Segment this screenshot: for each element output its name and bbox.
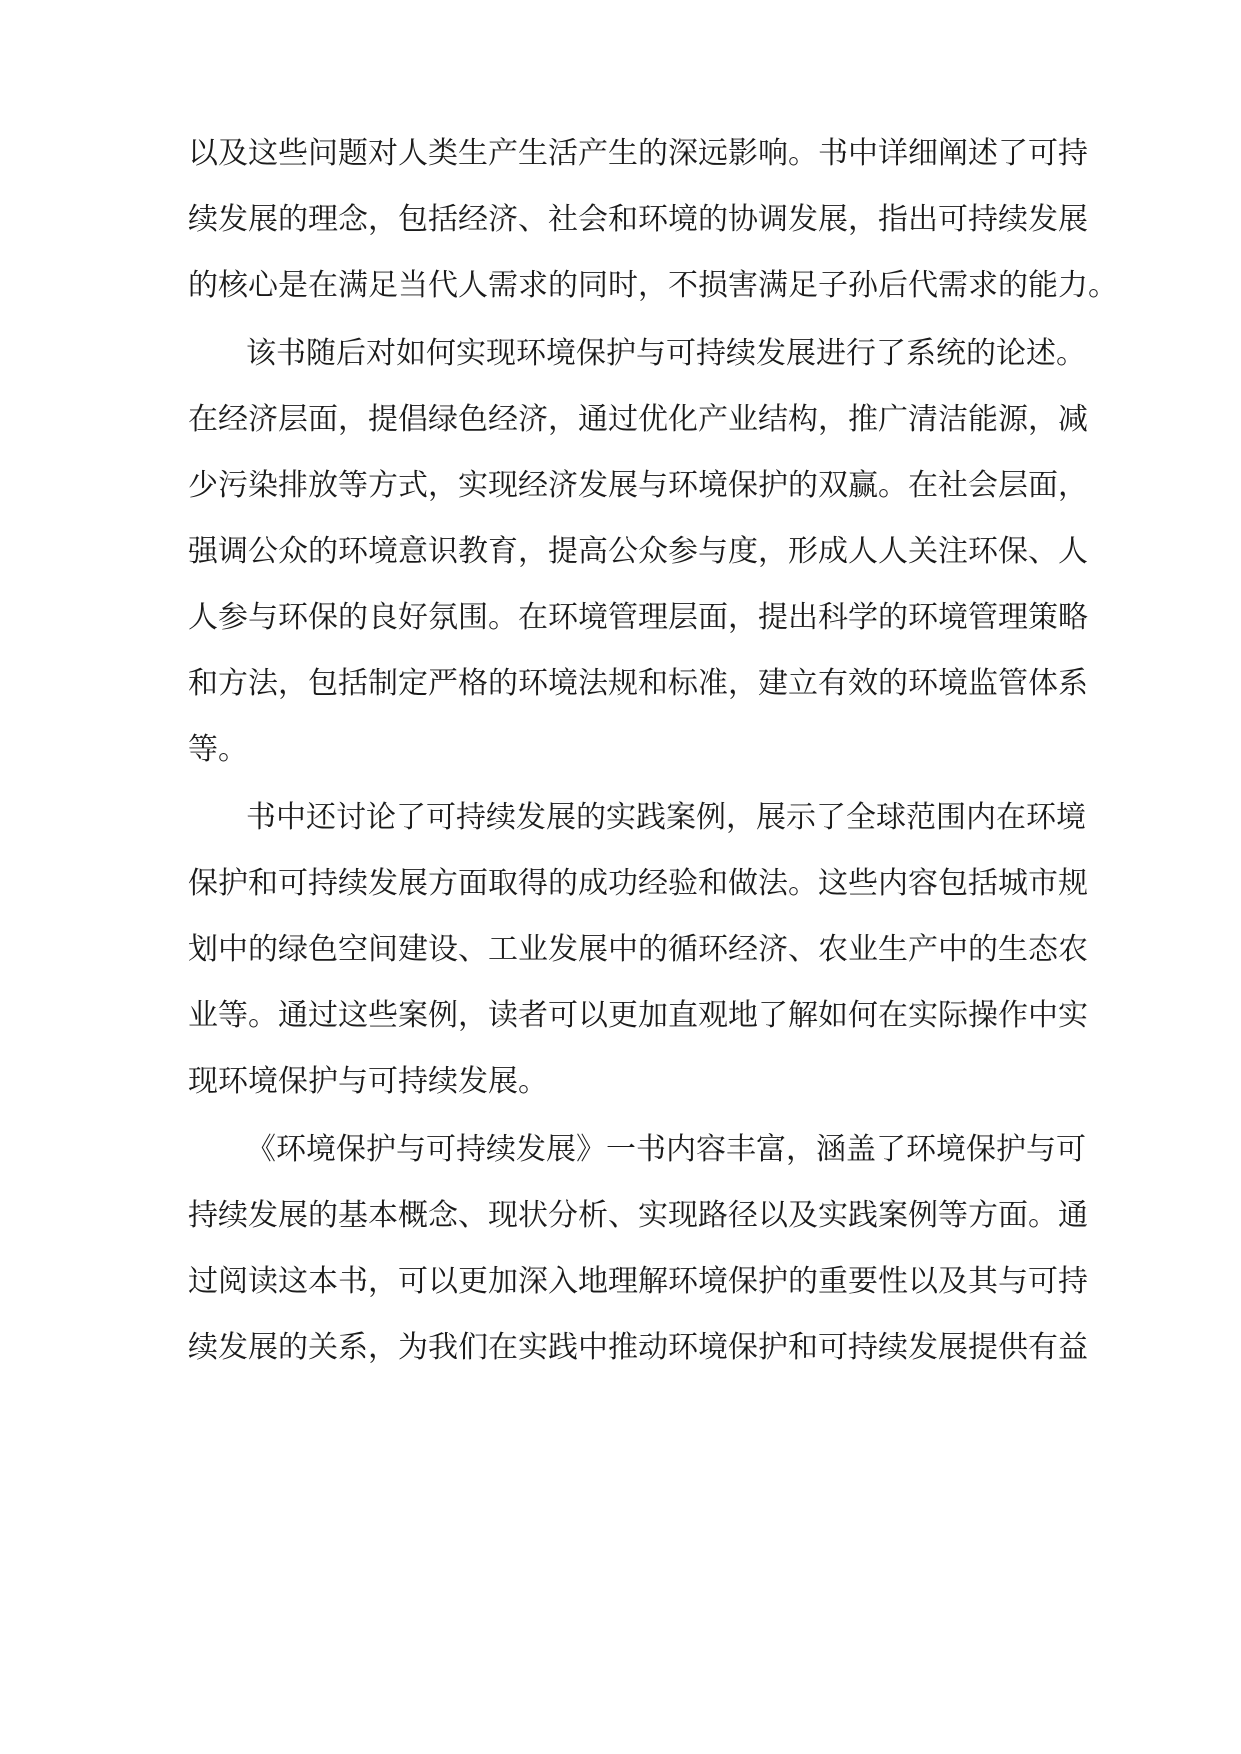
text-line: 等。 [188, 732, 248, 767]
text-line: 和方法，包括制定严格的环境法规和标准，建立有效的环境监管体系 [188, 666, 1088, 701]
text-line: 该书随后对如何实现环境保护与可持续发展进行了系统的论述。 [246, 336, 1086, 371]
text-line: 以及这些问题对人类生产生活产生的深远影响。书中详细阐述了可持 [188, 136, 1088, 171]
text-line: 保护和可持续发展方面取得的成功经验和做法。这些内容包括城市规 [188, 866, 1088, 901]
text-line: 的核心是在满足当代人需求的同时，不损害满足子孙后代需求的能力。 [188, 268, 1118, 303]
text-line: 强调公众的环境意识教育，提高公众参与度，形成人人关注环保、人 [188, 534, 1088, 569]
text-line: 人参与环保的良好氛围。在环境管理层面，提出科学的环境管理策略 [188, 600, 1088, 635]
text-line: 《环境保护与可持续发展》一书内容丰富，涵盖了环境保护与可 [246, 1132, 1086, 1167]
text-line: 持续发展的基本概念、现状分析、实现路径以及实践案例等方面。通 [188, 1198, 1088, 1233]
text-line: 在经济层面，提倡绿色经济，通过优化产业结构，推广清洁能源，减 [188, 402, 1088, 437]
text-line: 书中还讨论了可持续发展的实践案例，展示了全球范围内在环境 [246, 800, 1086, 835]
text-line: 续发展的理念，包括经济、社会和环境的协调发展，指出可持续发展 [188, 202, 1088, 237]
text-line: 续发展的关系，为我们在实践中推动环境保护和可持续发展提供有益 [188, 1330, 1088, 1365]
text-line: 业等。通过这些案例，读者可以更加直观地了解如何在实际操作中实 [188, 998, 1088, 1033]
text-line: 划中的绿色空间建设、工业发展中的循环经济、农业生产中的生态农 [188, 932, 1088, 967]
text-line: 少污染排放等方式，实现经济发展与环境保护的双赢。在社会层面， [188, 468, 1088, 503]
text-line: 现环境保护与可持续发展。 [188, 1064, 548, 1099]
text-line: 过阅读这本书，可以更加深入地理解环境保护的重要性以及其与可持 [188, 1264, 1088, 1299]
